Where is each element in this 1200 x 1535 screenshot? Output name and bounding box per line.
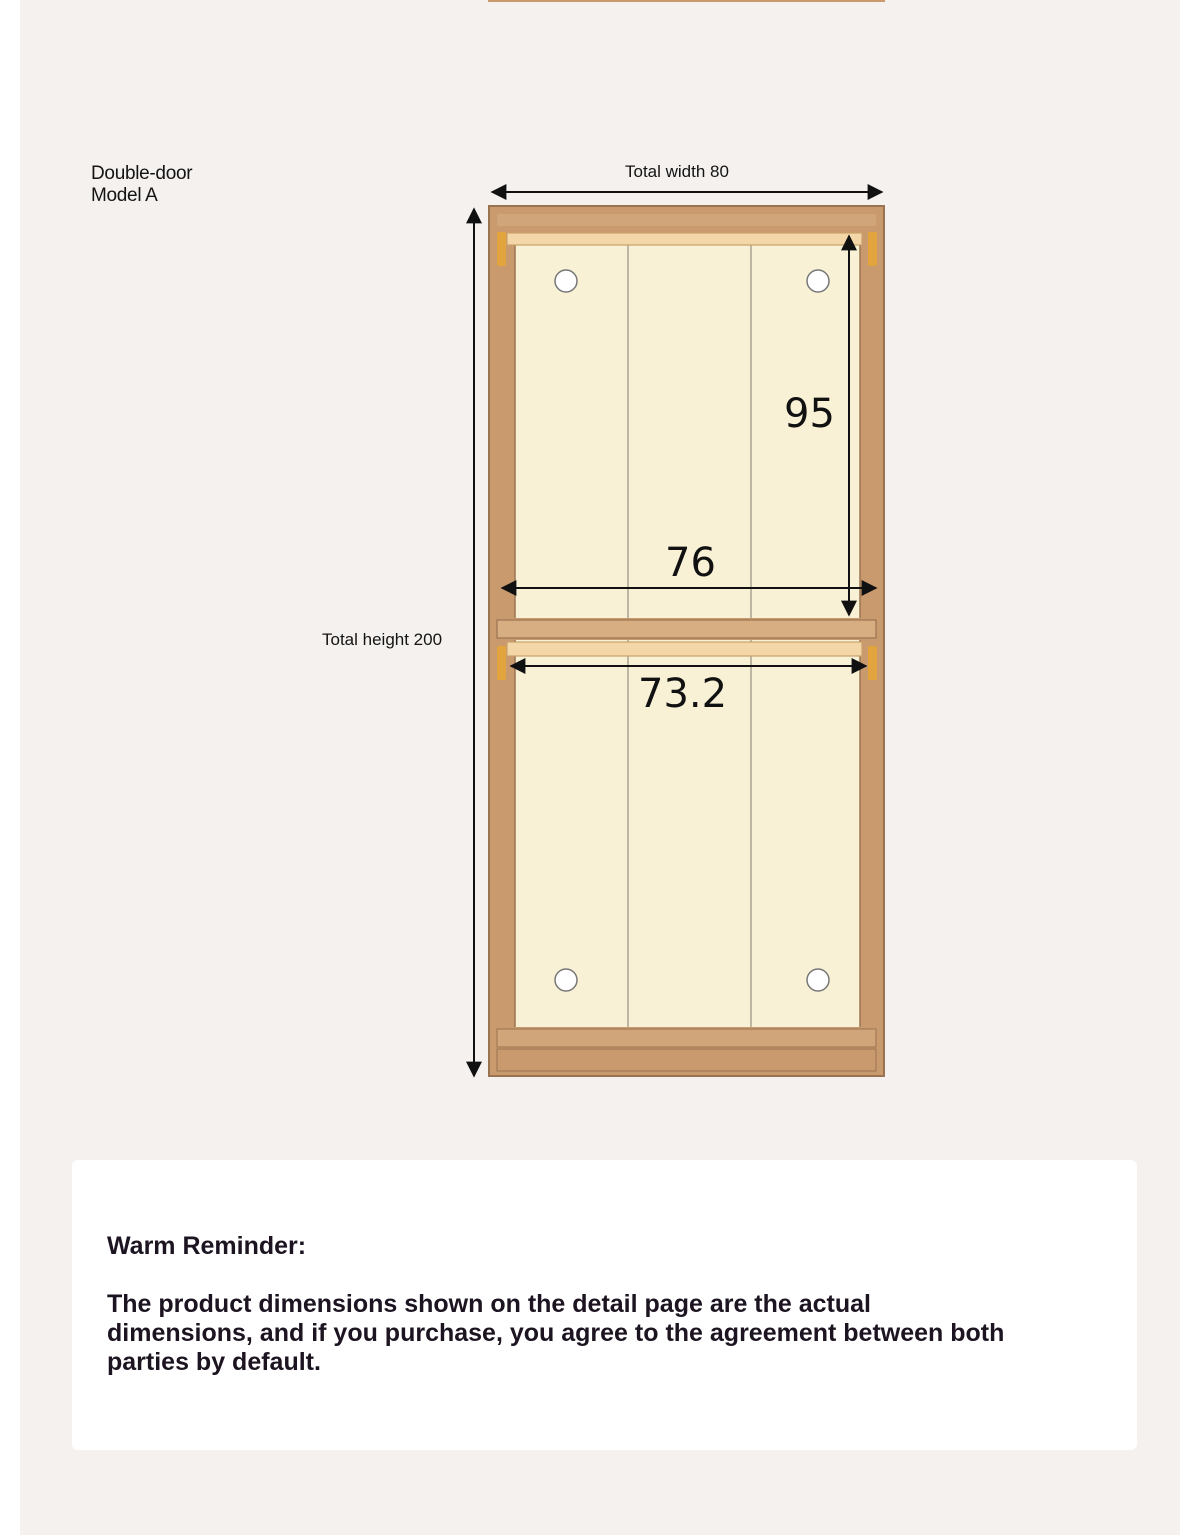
reminder-card bbox=[72, 1160, 1137, 1450]
lower-hanging-rail bbox=[507, 642, 862, 656]
lower-right-hole bbox=[807, 969, 829, 991]
lower-rail-bracket-right bbox=[868, 646, 877, 680]
reminder-title: Warm Reminder: bbox=[107, 1232, 307, 1260]
reminder-body: The product dimensions shown on the detail page are the actual dimensions, and if you purchase, you agree to the agreement between both parties by default. bbox=[107, 1290, 1005, 1376]
total-width-label: Total width 80 bbox=[625, 162, 729, 181]
middle-shelf bbox=[497, 620, 876, 638]
model-label-line1: Double-door bbox=[91, 163, 193, 184]
model-label bbox=[91, 163, 192, 207]
plinth bbox=[497, 1049, 876, 1071]
bottom-shelf bbox=[497, 1029, 876, 1047]
model-label-line2: Model A bbox=[91, 185, 158, 206]
upper-height-value: 95 bbox=[784, 391, 835, 437]
lower-left-hole bbox=[555, 969, 577, 991]
top-lip bbox=[497, 214, 876, 226]
upper-right-hole bbox=[807, 270, 829, 292]
inner-width-value: 76 bbox=[665, 540, 716, 586]
upper-rail-bracket-right bbox=[868, 232, 877, 266]
total-height-label: Total height 200 bbox=[322, 630, 443, 649]
lower-rail-bracket-left bbox=[497, 646, 506, 680]
upper-left-hole bbox=[555, 270, 577, 292]
rail-width-value: 73.2 bbox=[638, 671, 728, 717]
upper-rail-bracket-left bbox=[497, 232, 506, 266]
upper-hanging-rail bbox=[507, 233, 862, 245]
